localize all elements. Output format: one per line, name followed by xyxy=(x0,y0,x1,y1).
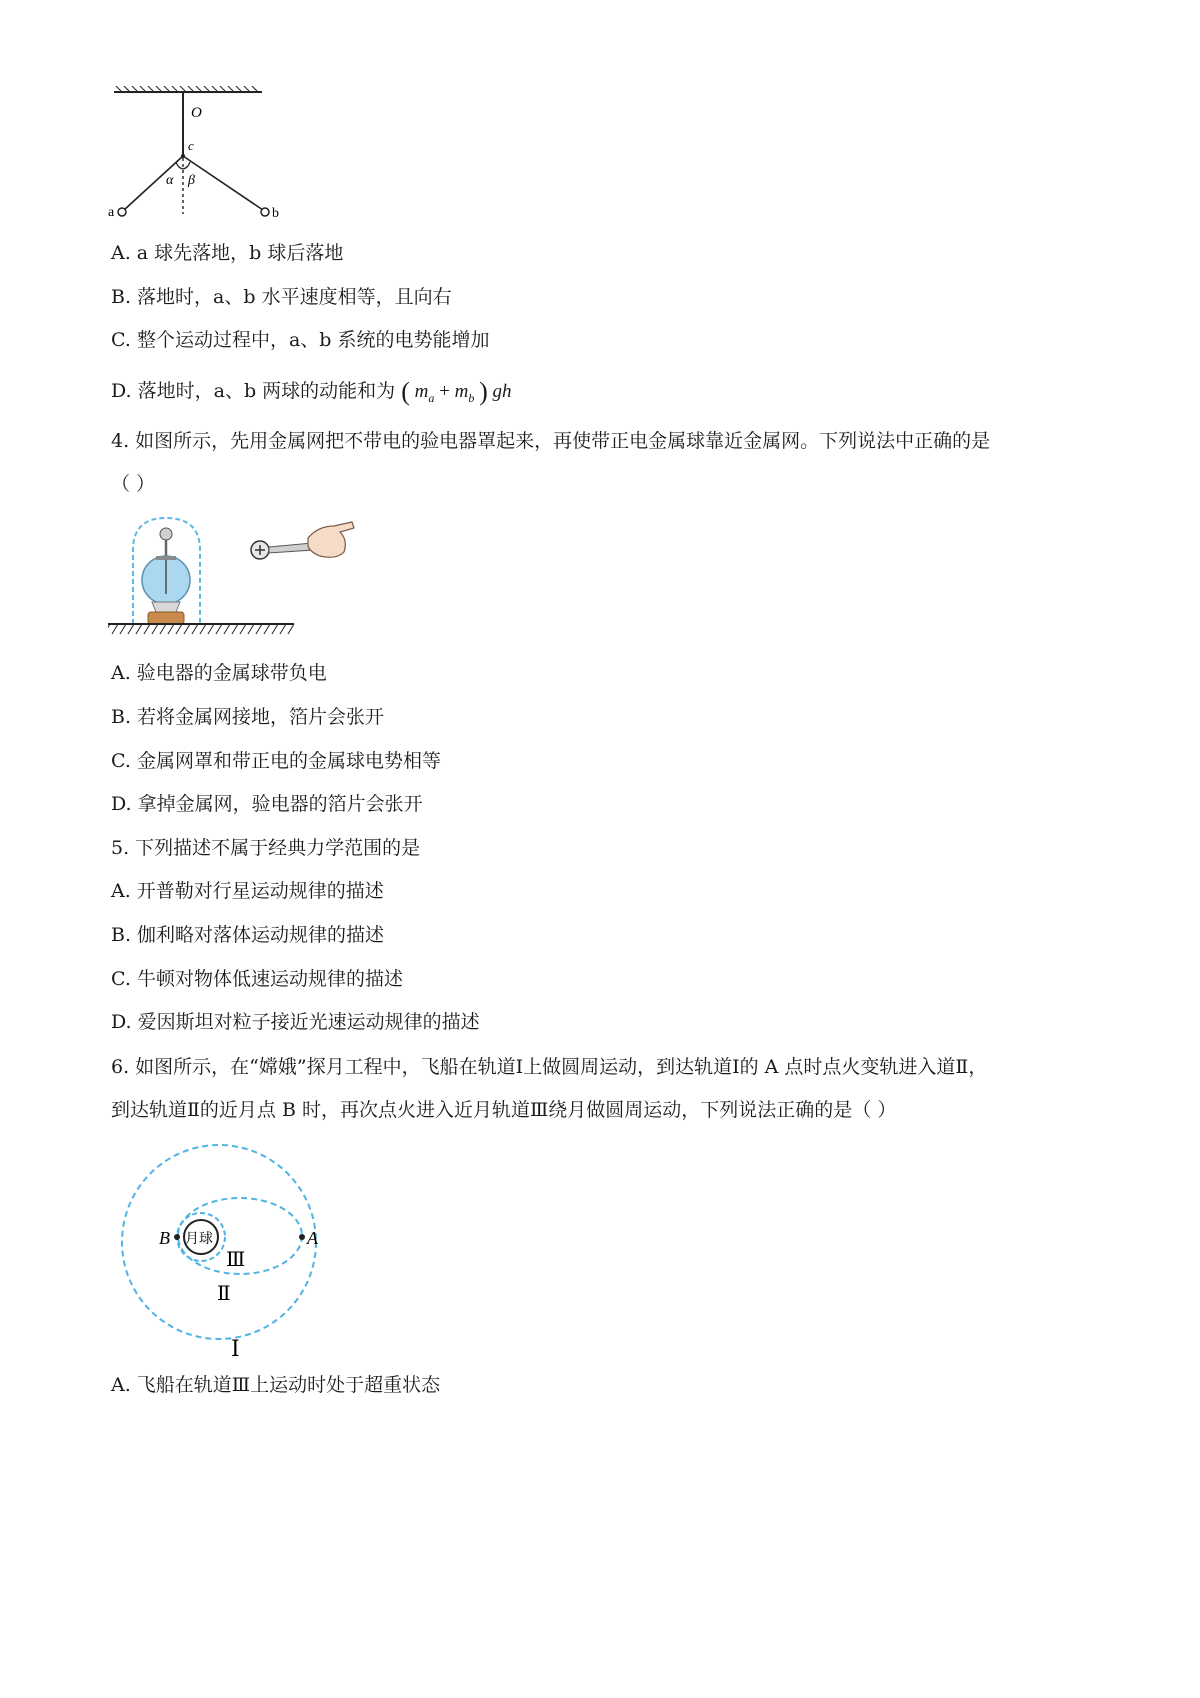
q3-option-b: B. 落地时，a、b 水平速度相等，且向右 xyxy=(111,286,452,308)
point-a xyxy=(299,1234,305,1240)
kinetic-energy-formula: ( $m_a + m_b$ ) gh xyxy=(401,377,512,406)
q6-stem-line2: 到达轨道Ⅱ的近月点 B 时，再次点火进入近月轨道Ⅲ绕月做圆周运动，下列说法正确的是（ ） xyxy=(111,1099,897,1121)
electroscope-stand xyxy=(152,602,180,612)
insulating-rod xyxy=(269,543,313,553)
electroscope-top-ball xyxy=(160,528,172,540)
label-orbit-2: Ⅱ xyxy=(217,1283,231,1305)
pendulum-figure xyxy=(108,86,298,236)
moon-label: 月球 xyxy=(185,1232,213,1247)
q3-option-d xyxy=(111,377,512,410)
q5-option-b: B. 伽利略对落体运动规律的描述 xyxy=(111,924,385,946)
label-point-b: B xyxy=(159,1228,170,1248)
electroscope-collar xyxy=(156,556,176,560)
junction-point xyxy=(181,154,185,158)
label-orbit-1: Ⅰ xyxy=(231,1336,240,1361)
string-cb xyxy=(183,156,263,210)
string-ca xyxy=(124,156,183,210)
point-b xyxy=(174,1234,180,1240)
label-alpha: α xyxy=(166,173,174,188)
electroscope-figure xyxy=(108,512,368,642)
q3-option-d-text: D. 落地时，a、b 两球的动能和为 xyxy=(111,380,396,402)
label-point-a: A xyxy=(307,1228,318,1248)
q5-option-c: C. 牛顿对物体低速运动规律的描述 xyxy=(111,968,403,990)
lunar-orbit-figure xyxy=(104,1138,364,1374)
q5-option-a: A. 开普勒对行星运动规律的描述 xyxy=(111,880,384,902)
q4-option-b: B. 若将金属网接地，箔片会张开 xyxy=(111,706,385,728)
orbit-1 xyxy=(122,1145,316,1339)
q4-option-c: C. 金属网罩和带正电的金属球电势相等 xyxy=(111,750,441,772)
label-b: b xyxy=(272,206,279,221)
ball-a xyxy=(118,208,126,216)
ball-b xyxy=(261,208,269,216)
electroscope-base xyxy=(148,612,184,624)
angle-arc-beta xyxy=(183,162,190,169)
hand xyxy=(308,522,354,557)
label-c: c xyxy=(188,138,194,153)
q4-option-d: D. 拿掉金属网，验电器的箔片会张开 xyxy=(111,793,423,815)
q4-option-a: A. 验电器的金属球带负电 xyxy=(111,662,327,684)
angle-arc-alpha xyxy=(176,162,183,169)
label-o: O xyxy=(191,105,202,121)
q3-option-a: A. a 球先落地，b 球后落地 xyxy=(111,242,344,264)
q6-stem-line1: 6. 如图所示，在“嫦娥”探月工程中，飞船在轨道Ⅰ上做圆周运动，到达轨道Ⅰ的 A 点时点火变轨进入道Ⅱ， xyxy=(111,1056,988,1078)
label-a: a xyxy=(108,205,115,220)
label-beta: β xyxy=(188,173,195,188)
q3-option-c: C. 整个运动过程中，a、b 系统的电势能增加 xyxy=(111,329,490,351)
label-orbit-3: Ⅲ xyxy=(226,1249,246,1271)
ground-hatch xyxy=(108,624,294,634)
q6-option-a: A. 飞船在轨道Ⅲ上运动时处于超重状态 xyxy=(111,1374,441,1396)
q5-stem: 5. 下列描述不属于经典力学范围的是 xyxy=(111,837,421,859)
q5-option-d: D. 爱因斯坦对粒子接近光速运动规律的描述 xyxy=(111,1011,480,1033)
q4-stem: 4. 如图所示，先用金属网把不带电的验电器罩起来，再使带正电金属球靠近金属网。下列说法中正确的是 xyxy=(111,430,991,452)
q4-answer-paren: （ ） xyxy=(111,473,156,495)
